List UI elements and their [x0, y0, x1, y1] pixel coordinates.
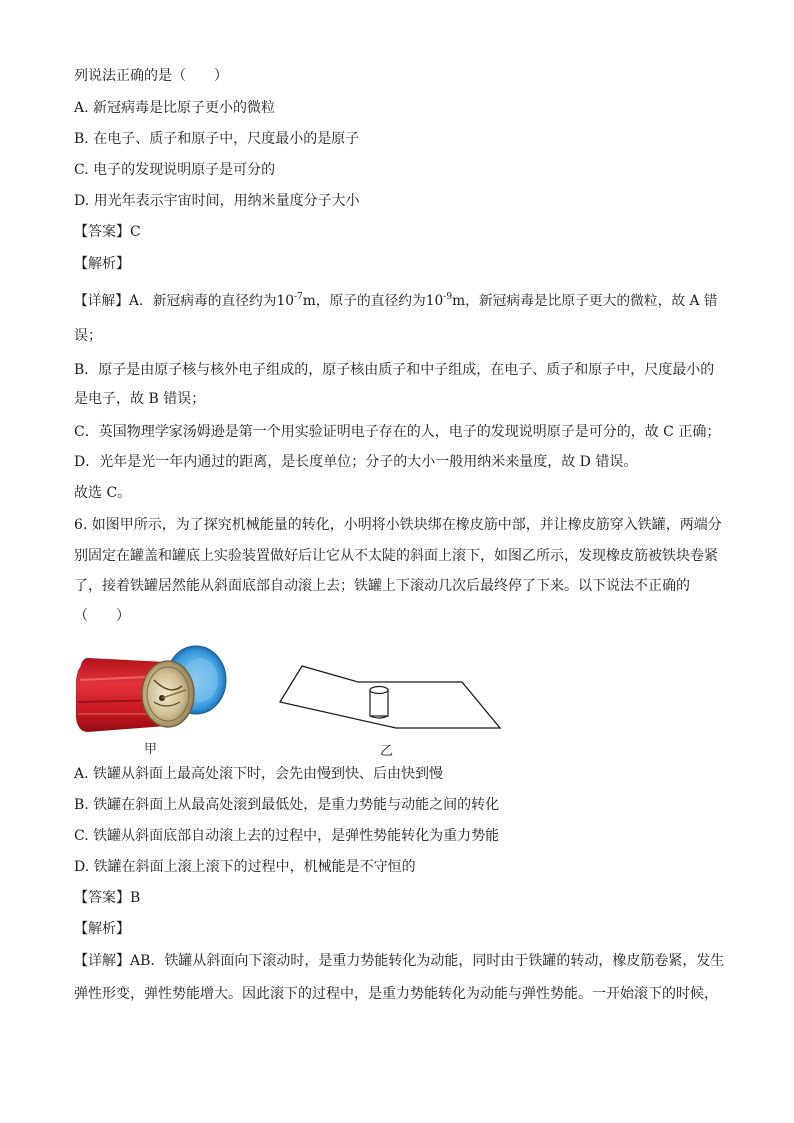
- detail-tag: 【详解】: [74, 293, 130, 309]
- answer-value: C: [130, 224, 141, 240]
- q6-stem-line1: 6. 如图甲所示，为了探究机械能量的转化，小明将小铁块绑在橡皮筋中部，并让橡皮筋穿入铁罐，两端分: [74, 517, 722, 533]
- q6-stem-line3: 了，接着铁罐居然能从斜面底部自动滚上去；铁罐上下滚动几次后最终停了下来。以下说法不正确的: [74, 578, 690, 594]
- detail-text: m，原子的直径约为: [302, 293, 426, 309]
- q5-stem-tail: 列说法正确的是（ ）: [74, 68, 228, 84]
- q6-stem-line4: （ ）: [74, 608, 130, 624]
- q5-option-b: B. 在电子、质子和原子中，尺度最小的是原子: [74, 131, 360, 147]
- detail-text: A．新冠病毒的直径约为: [129, 293, 277, 309]
- q5-option-a: A. 新冠病毒是比原子更小的微粒: [74, 100, 276, 116]
- q5-detail-a-line2: 误；: [74, 328, 102, 344]
- q6-option-c: C. 铁罐从斜面底部自动滚上去的过程中，是弹性势能转化为重力势能: [74, 828, 500, 844]
- q5-detail-b-line2: 是电子，故 B 错误；: [74, 391, 206, 407]
- q5-answer-line: [74, 222, 726, 242]
- q6-detail-line1: [74, 951, 726, 971]
- q5-detail-c: C．英国物理学家汤姆逊是第一个用实验证明电子存在的人，电子的发现说明原子是可分的，故 C 正确；: [74, 424, 721, 440]
- q5-detail-b-line1: B．原子是由原子核与核外电子组成的，原子核由质子和中子组成，在电子、质子和原子中，尺度最小的: [74, 362, 715, 378]
- figure-slope: [278, 660, 504, 736]
- detail-text: m，新冠病毒是比原子更大的微粒，故 A 错: [452, 293, 718, 309]
- figure-caption-b: 乙: [380, 744, 394, 759]
- q6-detail-line2: 弹性形变，弹性势能增大。因此滚下的过程中，是重力势能转化为动能与弹性势能。一开始滚下的时候，: [74, 986, 718, 1002]
- atom-size: $10^{-9}$: [425, 292, 453, 309]
- q5-detail-d: D．光年是光一年内通过的距离，是长度单位；分子的大小一般用纳米来量度，故 D 错误。: [74, 454, 638, 470]
- q5-analysis-tag: 【解析】: [74, 256, 130, 272]
- q6-answer-line: [74, 888, 726, 908]
- q6-stem-line2: 别固定在罐盖和罐底上实验装置做好后让它从不太陡的斜面上滚下，如图乙所示，发现橡皮筋被铁块卷紧: [74, 548, 718, 564]
- q6-option-b: B. 铁罐在斜面上从最高处滚到最低处，是重力势能与动能之间的转化: [74, 797, 500, 813]
- slope-illustration: [278, 660, 504, 732]
- q6-analysis-tag: 【解析】: [74, 921, 130, 937]
- q6-option-a: A. 铁罐从斜面上最高处滚下时，会先由慢到快、后由快到慢: [74, 766, 444, 782]
- q5-option-c: C. 电子的发现说明原子是可分的: [74, 162, 276, 178]
- answer-tag: 【答案】: [74, 224, 130, 240]
- answer-tag: 【答案】: [74, 890, 130, 906]
- figure-caption-a: 甲: [144, 742, 158, 757]
- q5-conclusion: 故选 C。: [74, 485, 132, 501]
- detail-tag: 【详解】: [74, 953, 130, 969]
- virus-size: $10^{-7}$: [276, 292, 303, 309]
- answer-value: B: [130, 890, 141, 906]
- can-illustration: [70, 640, 240, 740]
- q5-detail-a-line1: [74, 291, 726, 311]
- q6-option-d: D. 铁罐在斜面上滚上滚下的过程中，机械能是不守恒的: [74, 859, 416, 875]
- q5-option-d: D. 用光年表示宇宙时间，用纳米量度分子大小: [74, 193, 360, 209]
- detail-text: AB．铁罐从斜面向下滚动时，是重力势能转化为动能，同时由于铁罐的转动，橡皮筋卷紧，发生: [130, 953, 725, 969]
- figure-can: [70, 640, 240, 744]
